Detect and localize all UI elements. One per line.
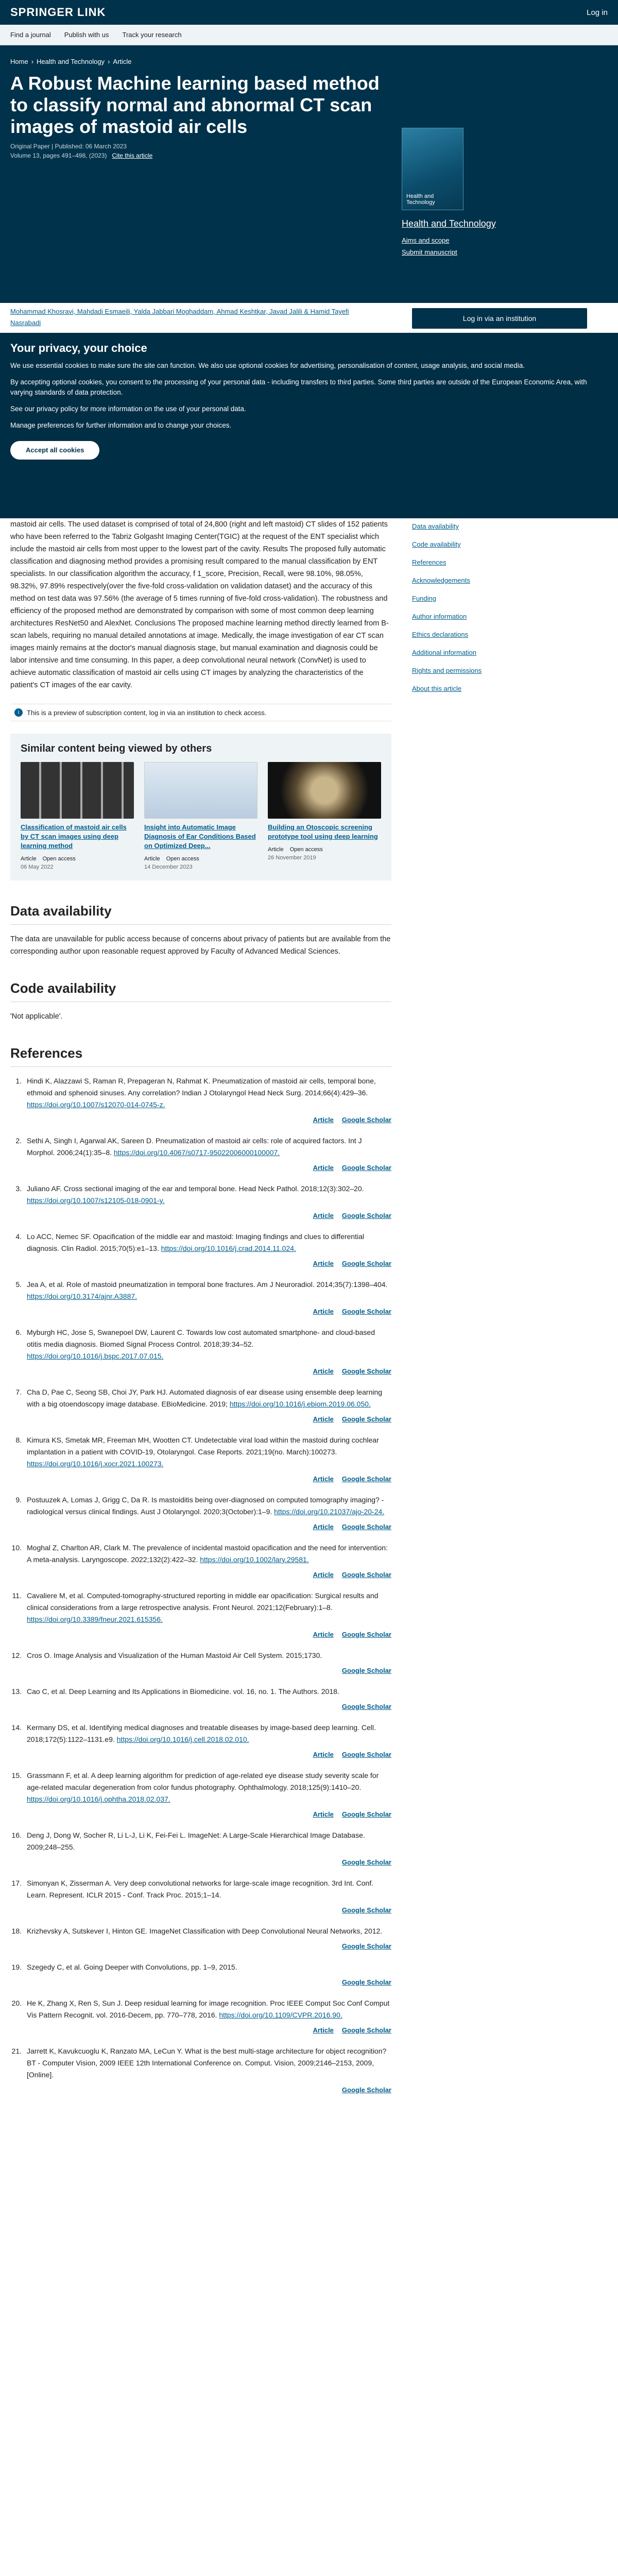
reference-number: 16. xyxy=(11,1831,22,1839)
nav-author-information[interactable]: Author information xyxy=(412,613,467,620)
reference-text: Sethi A, Singh I, Agarwal AK, Sareen D. Pneumatization of mastoid air cells: role of acquired factors. Int J Morphol. 2006;24(1):35–8. xyxy=(27,1137,362,1157)
similar-thumbnail[interactable] xyxy=(144,762,258,819)
reference-number: 4. xyxy=(15,1232,22,1241)
breadcrumb xyxy=(10,58,397,65)
reference-doi-link[interactable]: https://doi.org/10.1007/s12105-018-0901-y. xyxy=(27,1196,165,1205)
reference-doi-link[interactable]: https://doi.org/10.1109/CVPR.2016.90. xyxy=(219,2011,342,2019)
reference-number: 15. xyxy=(11,1771,22,1780)
reference-item xyxy=(10,1135,391,1174)
reference-item xyxy=(10,1183,391,1222)
google-scholar-link[interactable]: Google Scholar xyxy=(341,1116,391,1124)
reference-text: Juliano AF. Cross sectional imaging of the ear and temporal bone. Head Neck Pathol. 2018;12(3):302–20. xyxy=(27,1184,364,1193)
reference-item xyxy=(10,1327,391,1377)
data-availability-section xyxy=(10,903,391,958)
nav-find-journal[interactable]: Find a journal xyxy=(10,31,51,39)
reference-doi-link[interactable]: https://doi.org/10.1016/j.cell.2018.02.010. xyxy=(116,1735,249,1743)
similar-date: 06 May 2022 xyxy=(21,864,54,870)
reference-text: Krizhevsky A, Sutskever I, Hinton GE. ImageNet Classification with Deep Convolutional Neural Networks, 2012. xyxy=(27,1927,383,1935)
cookie-banner xyxy=(0,333,618,518)
breadcrumb-article: Article xyxy=(113,58,132,65)
google-scholar-link[interactable]: Google Scholar xyxy=(341,1523,391,1531)
reference-item xyxy=(10,1075,391,1126)
reference-text: Postuuzek A, Lomas J, Grigg C, Da R. Is mastoiditis being over-diagnosed on computed tomography imaging? - radiological versus clinical findings. Aust J Otolaryngol. 2020;3(October):1–9. xyxy=(27,1496,384,1516)
code-availability-heading: Code availability xyxy=(10,980,391,1002)
cite-link[interactable]: Cite this article xyxy=(112,152,153,159)
similar-access: Open access xyxy=(42,856,76,862)
article-link[interactable]: Article xyxy=(313,1523,334,1531)
google-scholar-link[interactable]: Google Scholar xyxy=(341,1164,391,1172)
article-link[interactable]: Article xyxy=(313,1164,334,1172)
google-scholar-link[interactable]: Google Scholar xyxy=(341,1810,391,1818)
reference-doi-link[interactable]: https://doi.org/10.1002/lary.29581. xyxy=(200,1555,309,1564)
reference-text: Moghal Z, Charlton AR, Clark M. The prevalence of incidental mastoid opacification and the need for intervention: A meta-analysis. Laryngoscope. 2022;132(2):422–32. xyxy=(27,1544,388,1564)
google-scholar-link[interactable]: Google Scholar xyxy=(341,1475,391,1483)
reference-item xyxy=(10,1925,391,1952)
similar-card[interactable] xyxy=(144,762,258,870)
reference-number: 2. xyxy=(15,1137,22,1145)
article-title: A Robust Machine learning based method to classify normal and abnormal CT scan images of mastoid air cells xyxy=(10,73,380,137)
cookie-text-3: See our privacy policy for more information on the use of your personal data. xyxy=(10,405,246,413)
journal-name-link[interactable]: Health and Technology xyxy=(402,218,496,229)
institution-login-button[interactable]: Log in via an institution xyxy=(412,308,587,329)
article-link[interactable]: Article xyxy=(313,1116,334,1124)
google-scholar-link[interactable]: Google Scholar xyxy=(341,1260,391,1267)
reference-number: 10. xyxy=(11,1544,22,1552)
reference-doi-link[interactable]: https://doi.org/10.1016/j.crad.2014.11.024. xyxy=(161,1244,296,1252)
sub-navigation xyxy=(0,25,618,45)
google-scholar-link[interactable]: Google Scholar xyxy=(341,1703,391,1710)
google-scholar-link[interactable]: Google Scholar xyxy=(341,1415,391,1423)
breadcrumb-journal[interactable]: Health and Technology xyxy=(37,58,105,65)
similar-card[interactable] xyxy=(268,762,381,870)
volume-info: Volume 13, pages 491–498, (2023) xyxy=(10,152,107,159)
reference-number: 18. xyxy=(11,1927,22,1935)
similar-type: Article xyxy=(268,846,284,853)
reference-number: 5. xyxy=(15,1280,22,1289)
nav-additional-info[interactable]: Additional information xyxy=(412,649,477,656)
similar-card[interactable] xyxy=(21,762,134,870)
reference-item xyxy=(10,1997,391,2036)
data-availability-text: The data are unavailable for public access because of concerns about privacy of patients but are available from the corresponding author upon reasonable request approved by Faculty of Advanced Medical Sciences. xyxy=(10,935,391,956)
google-scholar-link[interactable]: Google Scholar xyxy=(341,1367,391,1375)
reference-text: Kimura KS, Smetak MR, Freeman MH, Wootten CT. Undetectable viral load within the mastoid during cochlear implantation in a patient with COVID-19, Otolaryngol. Case Reports. 2021;19(no. March):100273. xyxy=(27,1436,379,1456)
reference-doi-link[interactable]: https://doi.org/10.1016/j.ebiom.2019.06.050. xyxy=(229,1400,371,1408)
preview-text[interactable]: This is a preview of subscription content, log in via an institution to check access. xyxy=(27,708,267,717)
reference-number: 21. xyxy=(11,2047,22,2055)
cookie-text-2: By accepting optional cookies, you consent to the processing of your personal data - including transfers to third parties. Some third parties are outside of the European Economic Area, with varying standards of data protection. xyxy=(10,378,587,396)
reference-text: Lo ACC, Nemec SF. Opacification of the middle ear and mastoid: Imaging findings and clues to differential diagnosis. Clin Radiol. 2015;70(5):e1–13. xyxy=(27,1232,364,1252)
reference-text: Simonyan K, Zisserman A. Very deep convolutional networks for large-scale image recognition. 3rd Int. Conf. Learn. Represent. ICLR 2015 - Conf. Track Proc. 2015;1–14. xyxy=(27,1879,374,1899)
nav-ethics[interactable]: Ethics declarations xyxy=(412,631,469,638)
article-sections-nav xyxy=(412,522,587,703)
reference-item xyxy=(10,1434,391,1485)
reference-item xyxy=(10,1722,391,1760)
reference-number: 19. xyxy=(11,1963,22,1971)
reference-doi-link[interactable]: https://doi.org/10.4067/s0717-95022006000100007. xyxy=(113,1148,280,1157)
nav-data-availability[interactable]: Data availability xyxy=(412,522,459,530)
reference-item xyxy=(10,1877,391,1916)
reference-item xyxy=(10,1686,391,1713)
reference-item xyxy=(10,1494,391,1533)
google-scholar-link[interactable]: Google Scholar xyxy=(341,1667,391,1674)
article-link[interactable]: Article xyxy=(313,1308,334,1315)
reference-item xyxy=(10,1279,391,1317)
google-scholar-link[interactable]: Google Scholar xyxy=(341,1212,391,1219)
article-link[interactable]: Article xyxy=(313,1367,334,1375)
similar-thumbnail[interactable] xyxy=(21,762,134,819)
author-list[interactable]: Mohammad Khosravi, Mahdadi Esmaeili, Yalda Jabbari Moghaddam, Ahmad Keshtkar, Javad Jalili & Hamid Tayefi Nasrabadi xyxy=(10,308,349,327)
springer-link-logo[interactable]: SPRINGER LINK xyxy=(10,6,106,19)
reference-number: 17. xyxy=(11,1879,22,1887)
nav-about-article[interactable]: About this article xyxy=(412,685,462,692)
reference-text: Deng J, Dong W, Socher R, Li L-J, Li K, Fei-Fei L. ImageNet: A Large-Scale Hierarchical Image Database. 2009;248–255. xyxy=(27,1831,365,1851)
aims-scope-link[interactable]: Aims and scope xyxy=(402,236,450,244)
article-meta: Original Paper | Published: 06 March 2023 xyxy=(10,143,127,150)
reference-item xyxy=(10,1650,391,1676)
code-availability-text: 'Not applicable'. xyxy=(10,1012,63,1021)
nav-rights[interactable]: Rights and permissions xyxy=(412,667,482,674)
reference-text: Szegedy C, et al. Going Deeper with Convolutions, pp. 1–9, 2015. xyxy=(27,1963,237,1971)
similar-access: Open access xyxy=(166,856,199,862)
reference-number: 9. xyxy=(15,1496,22,1504)
main-content xyxy=(0,518,618,2105)
reference-item xyxy=(10,1386,391,1425)
nav-track-research[interactable]: Track your research xyxy=(122,31,182,39)
article-link[interactable]: Article xyxy=(313,1810,334,1818)
info-icon: i xyxy=(14,708,23,717)
article-link[interactable]: Article xyxy=(313,1415,334,1423)
reference-doi-link[interactable]: https://doi.org/10.3174/ajnr.A3887. xyxy=(27,1292,138,1300)
article-link[interactable]: Article xyxy=(313,1571,334,1579)
reference-number: 7. xyxy=(15,1388,22,1396)
cookie-title: Your privacy, your choice xyxy=(10,342,147,354)
accept-cookies-button[interactable]: Accept all cookies xyxy=(10,441,99,460)
reference-text: Jea A, et al. Role of mastoid pneumatization in temporal bone fractures. Am J Neuroradiol. 2014;35(7):1398–404. xyxy=(27,1280,388,1289)
reference-text: Hindi K, Alazzawi S, Raman R, Prepageran N, Rahmat K. Pneumatization of mastoid air cells, temporal bone, ethmoid and sphenoid sinuses. Any correlation? Indian J Otolaryngol Head Neck Surg. 2014;66(4):429–36. xyxy=(27,1077,376,1097)
similar-title[interactable]: Insight into Automatic Image Diagnosis of Ear Conditions Based on Optimized Deep... xyxy=(144,823,256,850)
google-scholar-link[interactable]: Google Scholar xyxy=(341,2026,391,2034)
breadcrumb-home[interactable]: Home xyxy=(10,58,28,65)
similar-access: Open access xyxy=(289,846,323,853)
top-bar xyxy=(0,0,618,25)
reference-text: Myburgh HC, Jose S, Swanepoel DW, Laurent C. Towards low cost automated smartphone- and cloud-based otitis media diagnosis. Biomed Signal Process Control. 2018;39:34–52. xyxy=(27,1328,375,1348)
reference-list xyxy=(10,1075,391,2096)
article-link[interactable]: Article xyxy=(313,1212,334,1219)
reference-item xyxy=(10,1829,391,1868)
reference-doi-link[interactable]: https://doi.org/10.1016/j.ophtha.2018.02.037. xyxy=(27,1795,170,1803)
reference-doi-link[interactable]: https://doi.org/10.1016/j.xocr.2021.100273. xyxy=(27,1460,164,1468)
submit-manuscript-link[interactable]: Submit manuscript xyxy=(402,248,457,256)
reference-number: 8. xyxy=(15,1436,22,1444)
nav-publish[interactable]: Publish with us xyxy=(64,31,109,39)
reference-number: 6. xyxy=(15,1328,22,1336)
cover-title: Health and Technology xyxy=(406,193,435,206)
reference-text: He K, Zhang X, Ren S, Sun J. Deep residual learning for image recognition. Proc IEEE Comput Soc Conf Comput Vis Pattern Recognit. vol. 2016-Decem, pp. 770–778, 2016. xyxy=(27,1999,390,2019)
google-scholar-link[interactable]: Google Scholar xyxy=(341,1631,391,1638)
google-scholar-link[interactable]: Google Scholar xyxy=(341,1858,391,1866)
article-link[interactable]: Article xyxy=(313,1751,334,1758)
references-heading: References xyxy=(10,1045,391,1067)
journal-cover[interactable] xyxy=(402,128,464,210)
preview-note xyxy=(10,704,391,721)
reference-number: 3. xyxy=(15,1184,22,1193)
article-link[interactable]: Article xyxy=(313,1260,334,1267)
reference-doi-link[interactable]: https://doi.org/10.1016/j.bspc.2017.07.015. xyxy=(27,1352,164,1360)
google-scholar-link[interactable]: Google Scholar xyxy=(341,2086,391,2094)
code-availability-section xyxy=(10,980,391,1023)
google-scholar-link[interactable]: Google Scholar xyxy=(341,1571,391,1579)
similar-content xyxy=(10,734,391,880)
chevron-right-icon: › xyxy=(31,58,34,65)
similar-date: 14 December 2023 xyxy=(144,864,193,870)
reference-item xyxy=(10,1231,391,1269)
google-scholar-link[interactable]: Google Scholar xyxy=(341,1942,391,1950)
article-link[interactable]: Article xyxy=(313,1475,334,1483)
reference-doi-link[interactable]: https://doi.org/10.1007/s12070-014-0745-z. xyxy=(27,1100,165,1109)
reference-number: 13. xyxy=(11,1687,22,1696)
reference-text: Cros O. Image Analysis and Visualization of the Human Mastoid Air Cell System. 2015;1730. xyxy=(27,1651,322,1659)
similar-date: 26 November 2019 xyxy=(268,855,316,861)
reference-text: Cha D, Pae C, Seong SB, Choi JY, Park HJ. Automated diagnosis of ear disease using ensemble deep learning with a big otoendoscopy image database. EBioMedicine. 2019; xyxy=(27,1388,383,1408)
reference-number: 12. xyxy=(11,1651,22,1659)
article-header xyxy=(0,45,618,303)
article-link[interactable]: Article xyxy=(313,1631,334,1638)
reference-text: Grassmann F, et al. A deep learning algorithm for prediction of age-related eye disease study severity scale for age-related macular degeneration from color fundus photography. Ophthalmology. 2018;125(9):1410–20. xyxy=(27,1771,379,1791)
reference-text: Cao C, et al. Deep Learning and Its Applications in Biomedicine. vol. 16, no. 1. The Authors. 2018. xyxy=(27,1687,339,1696)
similar-title[interactable]: Classification of mastoid air cells by CT scan images using deep learning method xyxy=(21,823,127,850)
cookie-text-1: We use essential cookies to make sure the site can function. We also use optional cookies for advertising, personalisation of content, usage analysis, and social media. xyxy=(10,362,525,369)
google-scholar-link[interactable]: Google Scholar xyxy=(341,1978,391,1986)
google-scholar-link[interactable]: Google Scholar xyxy=(341,1751,391,1758)
cookie-text-4: Manage preferences for further information and to change your choices. xyxy=(10,421,232,429)
reference-text: Cavaliere M, et al. Computed-tomography-structured reporting in middle ear opacification: Surgical results and clinical considerations from a large retrospective analysis. Front Neurol. 2021;12(February):1–8. xyxy=(27,1591,379,1612)
google-scholar-link[interactable]: Google Scholar xyxy=(341,1906,391,1914)
reference-number: 1. xyxy=(15,1077,22,1085)
article-link[interactable]: Article xyxy=(313,2026,334,2034)
reference-number: 11. xyxy=(12,1591,22,1600)
nav-code-availability[interactable]: Code availability xyxy=(412,540,461,548)
reference-item xyxy=(10,1590,391,1640)
reference-number: 20. xyxy=(11,1999,22,2007)
reference-item xyxy=(10,1770,391,1820)
similar-heading: Similar content being viewed by others xyxy=(21,743,212,754)
references-section xyxy=(10,1045,391,2096)
similar-title[interactable]: Building an Otoscopic screening prototype tool using deep learning xyxy=(268,823,378,840)
reference-doi-link[interactable]: https://doi.org/10.21037/ajo-20-24. xyxy=(274,1507,385,1516)
data-availability-heading: Data availability xyxy=(10,903,391,925)
nav-references[interactable]: References xyxy=(412,558,447,566)
reference-number: 14. xyxy=(11,1723,22,1732)
author-strip xyxy=(0,303,618,334)
reference-item xyxy=(10,1542,391,1581)
reference-item xyxy=(10,1961,391,1988)
reference-doi-link[interactable]: https://doi.org/10.3389/fneur.2021.615356. xyxy=(27,1615,163,1623)
nav-funding[interactable]: Funding xyxy=(412,595,436,602)
similar-thumbnail[interactable] xyxy=(268,762,381,819)
reference-text: Jarrett K, Kavukcuoglu K, Ranzato MA, LeCun Y. What is the best multi-stage architecture for object recognition? BT - Computer Vision, 2009 IEEE 12th International Conference on. Comput. Vision, 2009;2146–2153, 2009, [Online]. xyxy=(27,2047,387,2079)
reference-text: Kermany DS, et al. Identifying medical diagnoses and treatable diseases by image-based deep learning. Cell. 2018;172(5):1122–1131.e9. xyxy=(27,1723,376,1743)
login-link[interactable]: Log in xyxy=(587,8,608,17)
reference-item xyxy=(10,2045,391,2096)
chevron-right-icon: › xyxy=(108,58,110,65)
similar-type: Article xyxy=(144,856,160,862)
nav-acknowledgements[interactable]: Acknowledgements xyxy=(412,577,470,584)
abstract-text: mastoid air cells. The used dataset is comprised of total of 24,800 (right and left mastoid) CT slides of 152 patients who have been referred to the Tabriz Golgasht Imaging Center(TGIC) at the request of the ENT specialist which include the mastoid air cells from most upper to the lowest part of the cavity. Results The proposed fully automatic classification and diagnosing method provides a promising result compared to the manual classification by ENT specialists. In our classification algorithm the accuracy, f 1_score, Precision, Recall, were 98.10%, 98.05%, 98.32%, 97.89% respectively(over the five-fold cross-validation on validation dataset) and the accuracy of this method on test data was 97.56% (the average of 5 times running of five-fold cross-validation). The robustness and efficiency of the proposed method are demonstrated by comparison with some of most common deep learning architectures ResNet50 and AlexNet. Conclusions The proposed machine learning method directly learned from B-scan labels, requiring no manual detailed annotations at image. Medically, the image investigation of ear CT scan images mainly remains at the doctor's manual diagnosis stage, but manual examination and diagnosis could be labor intensive and time consuming. In this paper, a deep convolutional neural network (ConvNet) is used to achieve automatic classification of mastoid air cells using CT images by analyzing the characteristics of the patient's CT images of the ear cavity. xyxy=(10,520,389,689)
google-scholar-link[interactable]: Google Scholar xyxy=(341,1308,391,1315)
similar-type: Article xyxy=(21,856,37,862)
